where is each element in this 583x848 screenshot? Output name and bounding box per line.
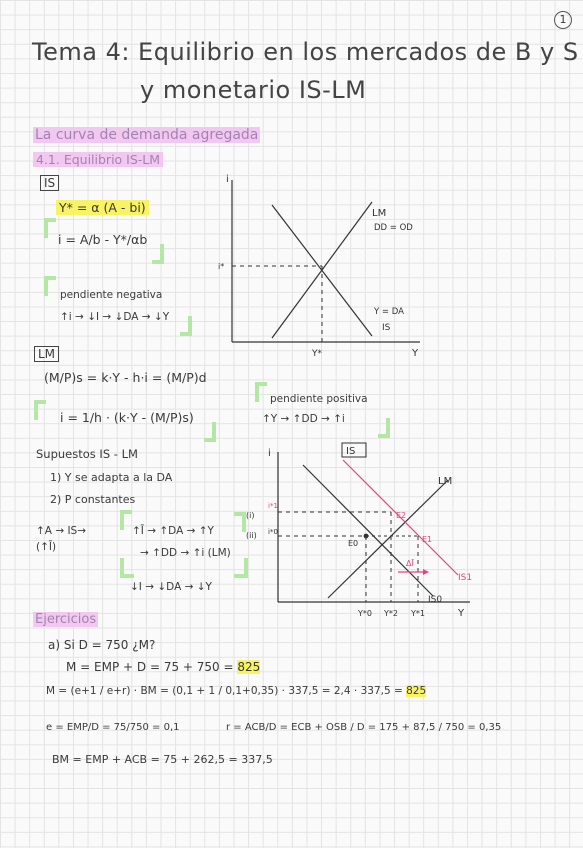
lm-money-equation: (M/P)s = k·Y - h·i = (M/P)d: [44, 370, 207, 385]
y-axis-label: i: [226, 174, 229, 185]
mechanism-row-1: ↑Ī → ↑DA → ↑Y: [132, 525, 214, 537]
section-heading: La curva de demanda agregada: [35, 127, 259, 143]
is-box-label: IS: [346, 446, 356, 457]
mechanism-left-bottom: (↑Ī): [36, 541, 57, 553]
lm-label: LM: [372, 208, 387, 219]
green-bracket: [34, 400, 46, 420]
y0-label: Y*0: [358, 609, 372, 618]
assumption-1: 1) Y se adapta a la DA: [50, 471, 173, 484]
is-box-label: IS: [40, 175, 59, 191]
green-bracket: [120, 558, 134, 578]
lm-sub-label: DD = OD: [374, 223, 413, 233]
green-bracket: [255, 382, 267, 402]
ii-label: (ii): [246, 531, 257, 540]
is-sub-label: Y = DA: [374, 307, 404, 317]
y1-label: Y*1: [411, 609, 425, 618]
green-bracket: [204, 422, 216, 442]
green-bracket: [44, 218, 56, 238]
is1-label: IS1: [458, 573, 473, 583]
lm-equation-i: i = 1/h · (k·Y - (M/P)s): [60, 410, 194, 425]
is-equation-i: i = A/b - Y*/αb: [58, 232, 148, 247]
assumption-2: 2) P constantes: [50, 493, 136, 506]
x-axis-label: Y: [458, 608, 465, 619]
e0-label: E0: [348, 539, 359, 548]
exercise-line-bm: BM = EMP + ACB = 75 + 262,5 = 337,5: [52, 753, 273, 766]
i-label: (i): [246, 511, 255, 520]
assumptions-heading: Supuestos IS - LM: [36, 447, 138, 461]
i0-label: i*0: [268, 528, 278, 536]
exercise-line-r: r = ACB/D = ECB + OSB / D = 175 + 87,5 / 750 = 0,35: [226, 722, 502, 733]
green-bracket: [234, 512, 246, 532]
y2-label: Y*2: [384, 609, 398, 618]
e1-label: E1: [422, 535, 433, 544]
is-shift-graph: [248, 440, 483, 625]
i1-label: i*1: [268, 502, 278, 510]
exercise-question: a) Si D = 750 ¿M?: [48, 638, 156, 652]
is0-label: IS0: [428, 595, 443, 605]
mechanism-row-2: → ↑DD → ↑i (LM): [140, 547, 231, 559]
i-star-label: i*: [218, 262, 225, 271]
delta-arrowhead: [423, 569, 429, 575]
exercises-heading: Ejercicios: [35, 612, 97, 627]
green-bracket: [378, 418, 390, 438]
exercise-line-e: e = EMP/D = 75/750 = 0,1: [46, 722, 180, 733]
is-equation: Y* = α (A - bi): [56, 200, 149, 215]
lm-slope-note: pendiente positiva: [270, 393, 368, 405]
e0-point: [364, 534, 369, 539]
page-number: 1: [554, 11, 572, 29]
mechanism-row-3: ↓I → ↓DA → ↓Y: [130, 581, 212, 593]
green-bracket: [234, 558, 248, 578]
y-star-label: Y*: [312, 349, 322, 359]
mechanism-left-top: ↑A → IS→: [36, 525, 87, 537]
page-title: Tema 4: Equilibrio en los mercados de B y S: [32, 38, 579, 66]
is-slope-note: pendiente negativa: [60, 289, 163, 301]
green-bracket: [180, 316, 192, 336]
green-bracket: [152, 244, 164, 264]
exercise-line-m: M = EMP + D = 75 + 750 = 825: [66, 660, 261, 674]
lm-label: LM: [438, 476, 453, 487]
green-bracket: [120, 510, 132, 530]
lm-chain: ↑Y → ↑DD → ↑i: [262, 413, 345, 425]
exercise-line-multiplier: M = (e+1 / e+r) · BM = (0,1 + 1 / 0,1+0,35) · 337,5 = 2,4 · 337,5 = 825: [46, 685, 427, 697]
lm-box-label: LM: [34, 346, 59, 362]
delta-label: ΔĪ: [406, 559, 414, 568]
page-subtitle: y monetario IS-LM: [140, 76, 367, 104]
subsection-heading: 4.1. Equilibrio IS-LM: [33, 152, 163, 167]
y-axis-label: i: [268, 448, 271, 459]
is-label: IS: [382, 323, 391, 333]
e2-label: E2: [396, 511, 407, 520]
x-axis-label: Y: [412, 348, 419, 359]
is-chain: ↑i → ↓I → ↓DA → ↓Y: [60, 311, 170, 323]
is-lm-graph: [218, 170, 432, 360]
green-bracket: [44, 276, 56, 296]
